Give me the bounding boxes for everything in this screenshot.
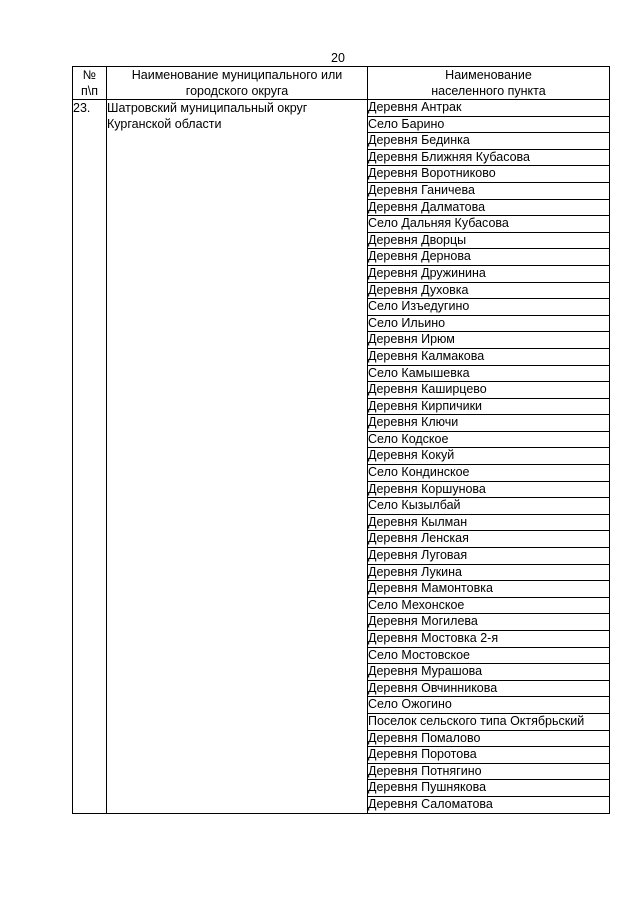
locality-cell: Деревня Далматова (368, 199, 610, 216)
locality-cell: Село Дальняя Кубасова (368, 216, 610, 233)
header-municipality-line1: Наименование муниципального или (131, 68, 343, 82)
locality-cell: Деревня Пушнякова (368, 780, 610, 797)
locality-cell: Село Ильино (368, 315, 610, 332)
header-municipality-line2: городского округа (185, 84, 289, 98)
locality-cell: Деревня Ключи (368, 415, 610, 432)
locality-cell: Деревня Ближняя Кубасова (368, 149, 610, 166)
locality-cell: Деревня Дружинина (368, 265, 610, 282)
locality-cell: Деревня Овчинникова (368, 680, 610, 697)
header-number (73, 67, 107, 100)
locality-cell: Деревня Воротниково (368, 166, 610, 183)
table-header-row (73, 67, 610, 100)
locality-cell: Деревня Ганичева (368, 182, 610, 199)
locality-cell: Деревня Коршунова (368, 481, 610, 498)
header-municipality (107, 67, 368, 100)
locality-cell: Деревня Кирпичики (368, 398, 610, 415)
header-locality-line2: населенного пункта (431, 84, 546, 98)
locality-cell: Деревня Мамонтовка (368, 581, 610, 598)
header-locality-line1: Наименование (445, 68, 532, 82)
locality-cell: Деревня Бединка (368, 133, 610, 150)
locality-cell: Деревня Духовка (368, 282, 610, 299)
locality-cell: Село Барино (368, 116, 610, 133)
locality-cell: Деревня Саломатова (368, 796, 610, 813)
locality-cell: Деревня Калмакова (368, 348, 610, 365)
header-number-line1: № (82, 68, 97, 82)
locality-cell: Деревня Поротова (368, 747, 610, 764)
locality-cell: Село Кызылбай (368, 498, 610, 515)
locality-cell: Деревня Мурашова (368, 664, 610, 681)
table-row (73, 100, 610, 117)
locality-cell: Деревня Луговая (368, 548, 610, 565)
locality-cell: Деревня Потнягино (368, 763, 610, 780)
entry-municipality (107, 100, 368, 814)
locality-cell: Деревня Мостовка 2-я (368, 631, 610, 648)
header-locality (368, 67, 610, 100)
locality-cell: Деревня Дворцы (368, 232, 610, 249)
locality-cell: Деревня Помалово (368, 730, 610, 747)
page-number: 20 (331, 51, 345, 65)
locality-cell: Село Изъедугино (368, 299, 610, 316)
entry-municipality-line1: Шатровский муниципальный округ (107, 101, 308, 115)
locality-cell: Деревня Могилева (368, 614, 610, 631)
locality-cell: Деревня Ленская (368, 531, 610, 548)
locality-cell: Село Камышевка (368, 365, 610, 382)
locality-cell: Деревня Ирюм (368, 332, 610, 349)
locality-cell: Деревня Каширцево (368, 382, 610, 399)
settlements-table (72, 66, 610, 814)
locality-cell: Село Кодское (368, 431, 610, 448)
entry-municipality-line2: Курганской области (107, 117, 222, 131)
locality-cell: Село Ожогино (368, 697, 610, 714)
entry-number: 23. (73, 100, 107, 814)
locality-cell: Деревня Дернова (368, 249, 610, 266)
locality-cell: Поселок сельского типа Октябрьский (368, 713, 610, 730)
locality-cell: Село Кондинское (368, 465, 610, 482)
locality-cell: Деревня Антрак (368, 100, 610, 117)
locality-cell: Деревня Кылман (368, 514, 610, 531)
header-number-line2: п\п (80, 84, 98, 98)
locality-cell: Село Мехонское (368, 597, 610, 614)
locality-cell: Деревня Лукина (368, 564, 610, 581)
locality-cell: Село Мостовское (368, 647, 610, 664)
locality-cell: Деревня Кокуй (368, 448, 610, 465)
